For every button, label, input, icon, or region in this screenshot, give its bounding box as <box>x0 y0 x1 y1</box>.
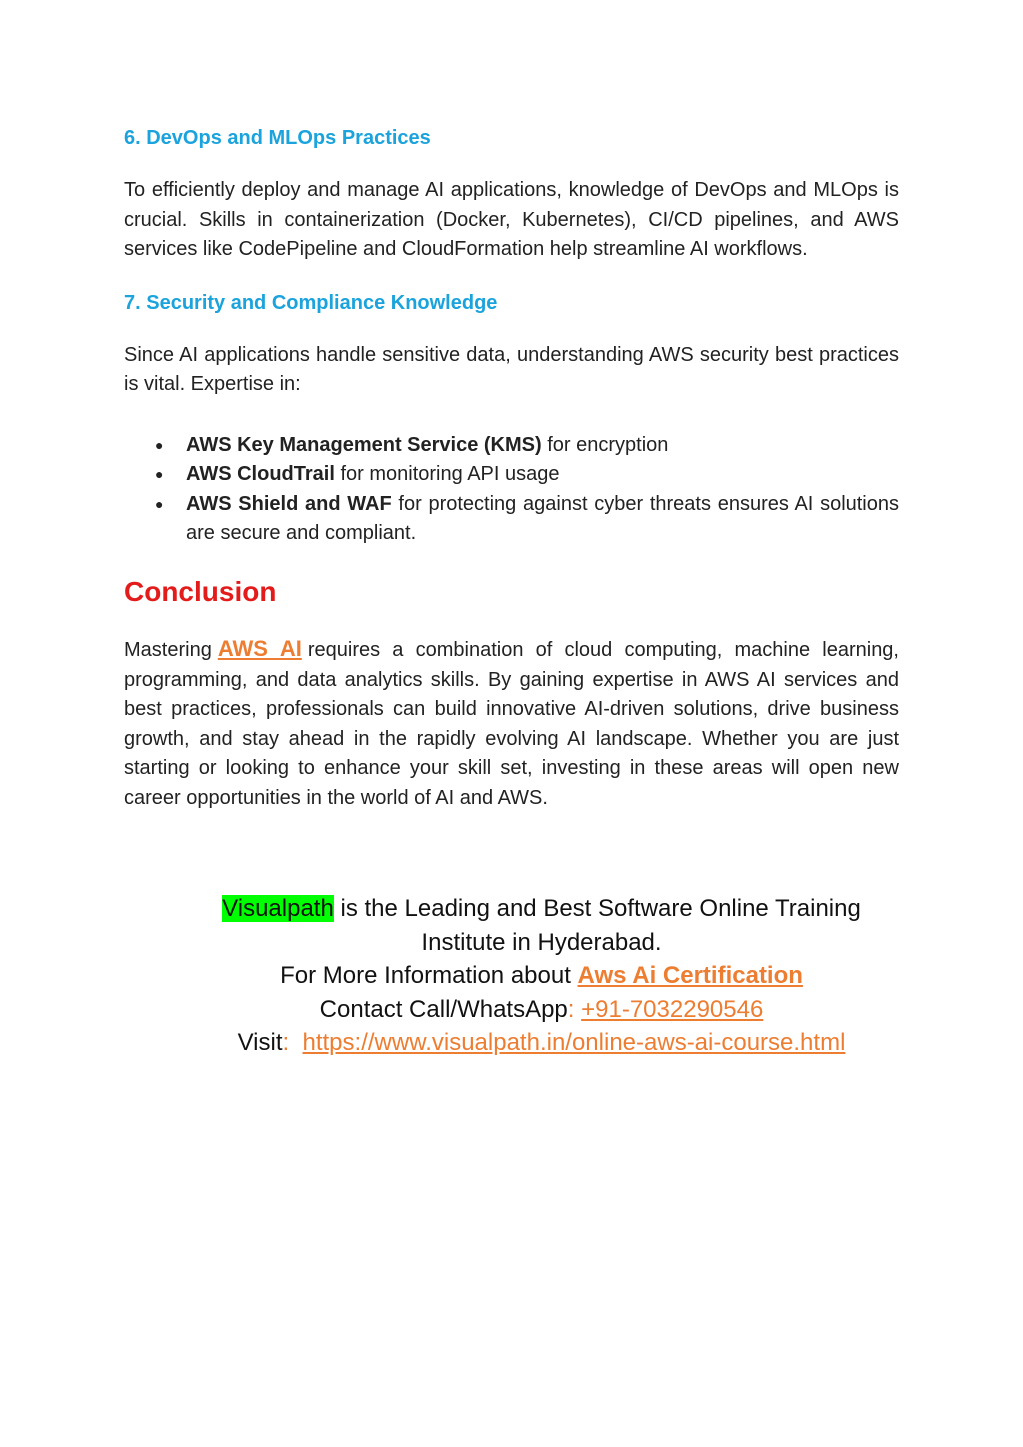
website-link[interactable]: https://www.visualpath.in/online-aws-ai-course.html <box>302 1029 846 1056</box>
list-item <box>124 431 899 461</box>
contact-footer <box>124 892 959 1060</box>
footer-line-5 <box>124 1026 959 1060</box>
security-list <box>124 431 899 549</box>
conclusion-paragraph <box>124 634 899 813</box>
list-item-bold: AWS CloudTrail <box>186 463 335 485</box>
list-item <box>124 490 899 549</box>
devops-paragraph: To efficiently deploy and manage AI applications, knowledge of DevOps and MLOps is crucial. Skills in containerization (Docker, Kubernetes), CI/CD pipelines, and AWS services like CodePipeline and CloudFormation help streamline AI workflows. <box>124 179 899 260</box>
conclusion-heading: Conclusion <box>124 575 277 607</box>
security-paragraph: Since AI applications handle sensitive data, understanding AWS security best practices is vital. Expertise in: <box>124 343 899 395</box>
footer-line-1 <box>124 892 959 926</box>
conclusion-body: requires a combination of cloud computing, machine learning, programming, and data analytics skills. By gaining expertise in AWS AI services and best practices, professionals can build innovative AI-driven solutions, drive business growth, and stay ahead in the rapidly evolving AI landscape. Whether you are just starting or looking to enhance your skill set, investing in these areas will open new career opportunities in the world of AI and AWS. <box>124 639 899 809</box>
footer-line-3-text: For More Information about <box>280 962 578 989</box>
footer-line-2: Institute in Hyderabad. <box>421 928 662 956</box>
bullet-icon: ● <box>155 466 164 482</box>
list-item-text: for monitoring API usage <box>334 463 560 485</box>
main-content <box>124 120 899 813</box>
contact-colon: : <box>567 995 582 1023</box>
list-item-text: for protecting against cyber threats ensures AI solutions are secure and compliant. <box>186 492 899 544</box>
list-item-bold: AWS Key Management Service (KMS) <box>186 433 542 456</box>
list-item-bold: AWS Shield and WAF <box>186 492 392 515</box>
list-item-text: for encryption <box>541 433 669 456</box>
aws-ai-certification-link[interactable]: Aws Ai Certification <box>577 962 803 989</box>
footer-line-4 <box>124 993 959 1027</box>
footer-line-1-text: is the Leading and Best Software Online Training <box>333 895 861 922</box>
footer-line-3 <box>124 959 959 993</box>
bullet-icon: ● <box>155 436 164 453</box>
contact-label: Contact Call/WhatsApp <box>319 995 568 1023</box>
bullet-icon: ● <box>155 495 164 512</box>
conclusion-lead: Mastering <box>124 639 212 662</box>
phone-link[interactable]: +91-7032290546 <box>581 995 764 1023</box>
visit-colon: : <box>282 1029 290 1056</box>
section-heading-devops: 6. DevOps and MLOps Practices <box>124 127 431 149</box>
visualpath-brand: Visualpath <box>222 895 334 922</box>
list-item <box>124 460 899 490</box>
aws-ai-link[interactable]: AWS AI <box>217 636 302 662</box>
visit-label: Visit <box>237 1029 283 1056</box>
section-heading-security: 7. Security and Compliance Knowledge <box>124 291 498 314</box>
